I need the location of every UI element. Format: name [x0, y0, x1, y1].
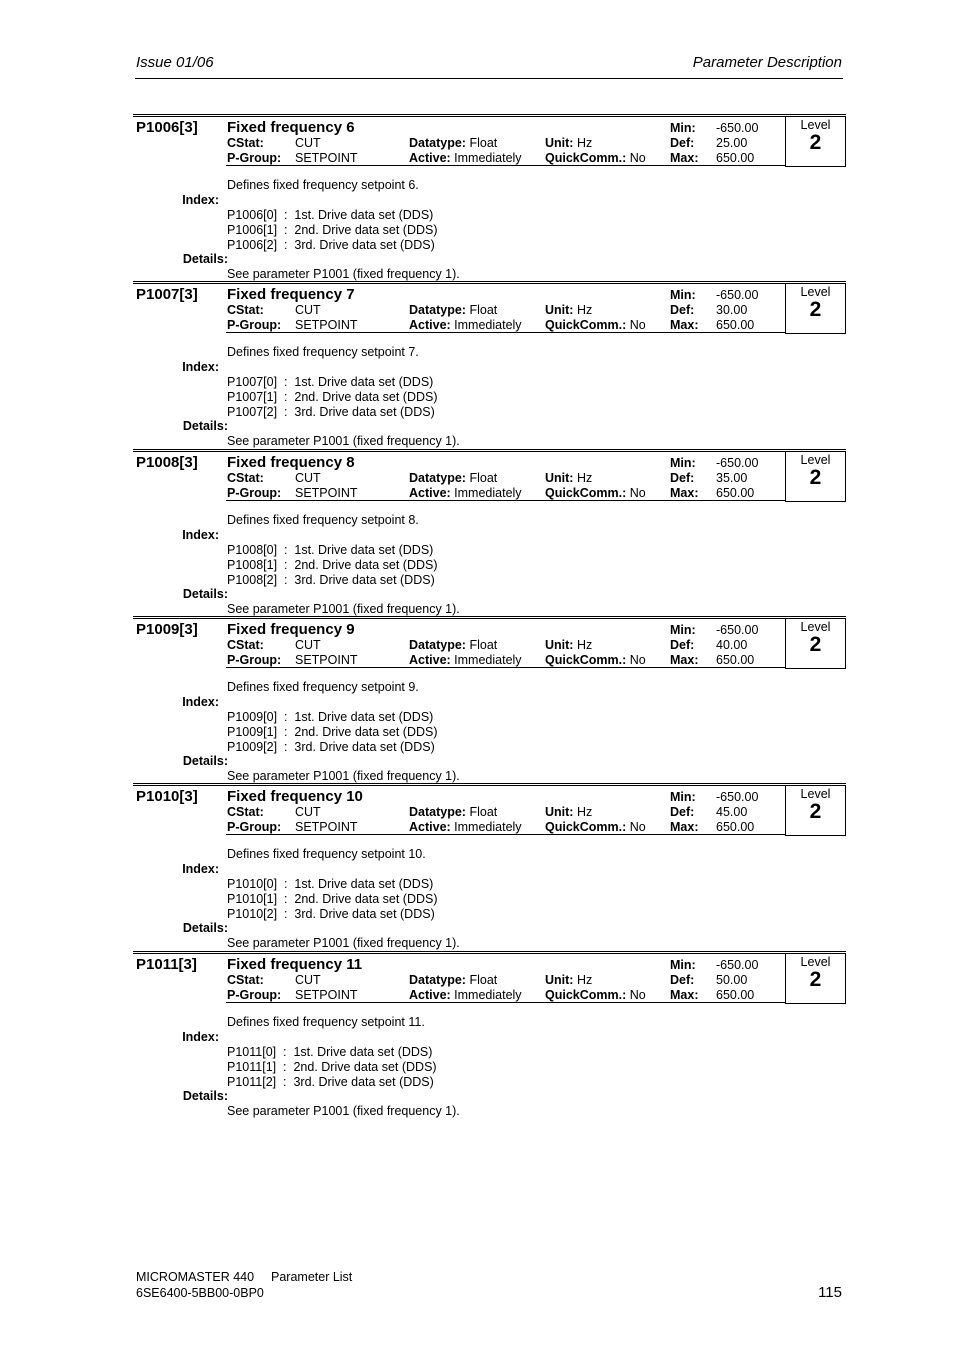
index-entry: P1009[0] : 1st. Drive data set (DDS)	[227, 710, 434, 724]
pgroup-label: P-Group:	[227, 653, 282, 667]
index-entry: P1007[0] : 1st. Drive data set (DDS)	[227, 375, 434, 389]
quickcomm-field	[545, 151, 646, 165]
block-top-rule	[133, 783, 846, 784]
index-heading: Index:	[182, 360, 219, 374]
datatype-field	[409, 471, 497, 485]
block-top-rule	[133, 953, 846, 954]
block-top-rule	[133, 618, 846, 619]
max-label: Max:	[670, 151, 699, 165]
max-label: Max:	[670, 486, 699, 500]
index-heading: Index:	[182, 193, 219, 207]
header-separator	[226, 165, 786, 166]
unit-field	[545, 303, 592, 317]
quickcomm-value: No	[629, 318, 646, 332]
pgroup-value: SETPOINT	[295, 486, 358, 500]
quickcomm-field	[545, 653, 646, 667]
parameter-block	[0, 953, 954, 1121]
parameter-block	[0, 116, 954, 284]
active-label: Active:	[409, 318, 451, 332]
level-box	[785, 116, 846, 167]
index-entry: P1006[1] : 2nd. Drive data set (DDS)	[227, 223, 438, 237]
unit-label: Unit:	[545, 638, 574, 652]
unit-label: Unit:	[545, 136, 574, 150]
def-label: Def:	[670, 471, 695, 485]
datatype-value: Float	[469, 471, 498, 485]
active-label: Active:	[409, 151, 451, 165]
pgroup-value: SETPOINT	[295, 151, 358, 165]
block-top-rule	[133, 281, 846, 282]
parameter-description: Defines fixed frequency setpoint 7.	[227, 345, 419, 359]
level-label: Level	[800, 955, 831, 969]
index-heading: Index:	[182, 1030, 219, 1044]
quickcomm-value: No	[629, 151, 646, 165]
index-heading: Index:	[182, 528, 219, 542]
index-entry: P1006[0] : 1st. Drive data set (DDS)	[227, 208, 434, 222]
cstat-value: CUT	[295, 973, 321, 987]
index-entry: P1008[1] : 2nd. Drive data set (DDS)	[227, 558, 438, 572]
quickcomm-label: QuickComm.:	[545, 988, 627, 1002]
details-heading: Details:	[182, 587, 228, 601]
active-field	[409, 151, 522, 165]
index-heading: Index:	[182, 695, 219, 709]
parameter-details: See parameter P1001 (fixed frequency 1).	[227, 769, 460, 783]
active-label: Active:	[409, 653, 451, 667]
index-entry: P1011[2] : 3rd. Drive data set (DDS)	[227, 1075, 434, 1089]
parameter-id: P1011[3]	[136, 956, 197, 973]
header-separator	[226, 332, 786, 333]
cstat-value: CUT	[295, 136, 321, 150]
datatype-label: Datatype:	[409, 471, 466, 485]
parameter-details: See parameter P1001 (fixed frequency 1).	[227, 434, 460, 448]
level-label: Level	[800, 620, 831, 634]
quickcomm-field	[545, 318, 646, 332]
parameter-id: P1010[3]	[136, 788, 198, 805]
quickcomm-field	[545, 486, 646, 500]
active-value: Immediately	[454, 486, 522, 500]
unit-field	[545, 805, 592, 819]
level-box	[785, 785, 846, 836]
level-value: 2	[809, 968, 822, 991]
max-label: Max:	[670, 318, 699, 332]
quickcomm-value: No	[629, 820, 646, 834]
parameter-title: Fixed frequency 7	[227, 286, 355, 303]
index-entry: P1007[1] : 2nd. Drive data set (DDS)	[227, 390, 438, 404]
level-box	[785, 953, 846, 1004]
max-label: Max:	[670, 988, 699, 1002]
quickcomm-label: QuickComm.:	[545, 820, 627, 834]
parameter-title: Fixed frequency 9	[227, 621, 355, 638]
parameter-description: Defines fixed frequency setpoint 9.	[227, 680, 419, 694]
block-top-rule	[133, 451, 846, 452]
datatype-value: Float	[469, 136, 498, 150]
parameter-block	[0, 283, 954, 451]
active-value: Immediately	[454, 151, 522, 165]
max-value: 650.00	[716, 820, 755, 834]
details-heading: Details:	[182, 1089, 228, 1103]
level-value: 2	[809, 800, 822, 823]
parameter-block	[0, 451, 954, 619]
min-value: -650.00	[716, 623, 759, 637]
header-section-title: Parameter Description	[692, 54, 842, 71]
details-heading: Details:	[182, 419, 228, 433]
unit-field	[545, 973, 592, 987]
level-value: 2	[809, 633, 822, 656]
def-value: 50.00	[716, 973, 748, 987]
parameter-id: P1007[3]	[136, 286, 198, 303]
def-value: 25.00	[716, 136, 748, 150]
quickcomm-field	[545, 820, 646, 834]
active-field	[409, 318, 522, 332]
unit-value: Hz	[576, 805, 593, 819]
max-value: 650.00	[716, 653, 755, 667]
unit-label: Unit:	[545, 471, 574, 485]
parameter-id: P1009[3]	[136, 621, 198, 638]
datatype-label: Datatype:	[409, 638, 466, 652]
min-value: -650.00	[716, 288, 759, 302]
parameter-block	[0, 785, 954, 953]
def-label: Def:	[670, 638, 695, 652]
def-value: 30.00	[716, 303, 748, 317]
unit-value: Hz	[576, 303, 593, 317]
level-box	[785, 283, 846, 334]
unit-label: Unit:	[545, 973, 574, 987]
block-top-rule	[133, 283, 846, 284]
cstat-value: CUT	[295, 638, 321, 652]
pgroup-value: SETPOINT	[295, 820, 358, 834]
level-box	[785, 618, 846, 669]
index-entry: P1010[1] : 2nd. Drive data set (DDS)	[227, 892, 438, 906]
header-separator	[226, 1002, 786, 1003]
active-field	[409, 988, 522, 1002]
active-field	[409, 820, 522, 834]
details-heading: Details:	[182, 921, 228, 935]
cstat-value: CUT	[295, 471, 321, 485]
parameter-id: P1006[3]	[136, 119, 198, 136]
index-entry: P1006[2] : 3rd. Drive data set (DDS)	[227, 238, 435, 252]
min-value: -650.00	[716, 121, 759, 135]
index-entry: P1010[2] : 3rd. Drive data set (DDS)	[227, 907, 435, 921]
pgroup-label: P-Group:	[227, 318, 282, 332]
unit-value: Hz	[576, 973, 593, 987]
quickcomm-value: No	[629, 988, 646, 1002]
datatype-field	[409, 805, 497, 819]
parameter-title: Fixed frequency 6	[227, 119, 355, 136]
unit-field	[545, 136, 592, 150]
index-heading: Index:	[182, 862, 219, 876]
header-separator	[226, 500, 786, 501]
block-top-rule	[133, 951, 846, 952]
parameter-details: See parameter P1001 (fixed frequency 1).	[227, 267, 460, 281]
footer-order-number: 6SE6400-5BB00-0BP0	[136, 1286, 264, 1300]
parameter-description: Defines fixed frequency setpoint 8.	[227, 513, 419, 527]
def-label: Def:	[670, 303, 695, 317]
parameter-title: Fixed frequency 11	[227, 956, 363, 973]
header-separator	[226, 834, 786, 835]
datatype-field	[409, 136, 497, 150]
header-separator	[226, 667, 786, 668]
cstat-label: CStat:	[227, 136, 264, 150]
parameter-description: Defines fixed frequency setpoint 11.	[227, 1015, 425, 1029]
cstat-label: CStat:	[227, 471, 264, 485]
min-value: -650.00	[716, 790, 759, 804]
datatype-value: Float	[469, 973, 498, 987]
level-label: Level	[800, 285, 831, 299]
min-label: Min:	[670, 121, 696, 135]
datatype-value: Float	[469, 303, 498, 317]
level-label: Level	[800, 787, 831, 801]
parameter-title: Fixed frequency 10	[227, 788, 363, 805]
active-value: Immediately	[454, 820, 522, 834]
datatype-label: Datatype:	[409, 136, 466, 150]
def-value: 45.00	[716, 805, 748, 819]
active-value: Immediately	[454, 988, 522, 1002]
level-label: Level	[800, 453, 831, 467]
cstat-value: CUT	[295, 303, 321, 317]
quickcomm-label: QuickComm.:	[545, 151, 627, 165]
datatype-field	[409, 303, 497, 317]
quickcomm-label: QuickComm.:	[545, 486, 627, 500]
level-value: 2	[809, 131, 822, 154]
quickcomm-field	[545, 988, 646, 1002]
block-top-rule	[133, 449, 846, 450]
datatype-label: Datatype:	[409, 805, 466, 819]
quickcomm-label: QuickComm.:	[545, 318, 627, 332]
min-label: Min:	[670, 288, 696, 302]
pgroup-value: SETPOINT	[295, 653, 358, 667]
min-value: -650.00	[716, 958, 759, 972]
quickcomm-label: QuickComm.:	[545, 653, 627, 667]
pgroup-value: SETPOINT	[295, 988, 358, 1002]
level-label: Level	[800, 118, 831, 132]
max-value: 650.00	[716, 988, 755, 1002]
index-entry: P1011[1] : 2nd. Drive data set (DDS)	[227, 1060, 437, 1074]
active-value: Immediately	[454, 653, 522, 667]
block-top-rule	[133, 616, 846, 617]
index-entry: P1008[2] : 3rd. Drive data set (DDS)	[227, 573, 435, 587]
pgroup-label: P-Group:	[227, 820, 282, 834]
max-value: 650.00	[716, 318, 755, 332]
def-label: Def:	[670, 973, 695, 987]
parameter-id: P1008[3]	[136, 454, 198, 471]
unit-label: Unit:	[545, 303, 574, 317]
pgroup-label: P-Group:	[227, 151, 282, 165]
pgroup-value: SETPOINT	[295, 318, 358, 332]
details-heading: Details:	[182, 754, 228, 768]
active-label: Active:	[409, 988, 451, 1002]
index-entry: P1009[1] : 2nd. Drive data set (DDS)	[227, 725, 438, 739]
parameter-details: See parameter P1001 (fixed frequency 1).	[227, 1104, 460, 1118]
min-label: Min:	[670, 790, 696, 804]
unit-value: Hz	[576, 638, 593, 652]
active-label: Active:	[409, 486, 451, 500]
datatype-field	[409, 638, 497, 652]
min-label: Min:	[670, 456, 696, 470]
index-entry: P1009[2] : 3rd. Drive data set (DDS)	[227, 740, 435, 754]
max-label: Max:	[670, 653, 699, 667]
parameter-details: See parameter P1001 (fixed frequency 1).	[227, 602, 460, 616]
parameter-description: Defines fixed frequency setpoint 6.	[227, 178, 419, 192]
cstat-label: CStat:	[227, 303, 264, 317]
pgroup-label: P-Group:	[227, 988, 282, 1002]
min-value: -650.00	[716, 456, 759, 470]
footer-product: MICROMASTER 440	[136, 1270, 255, 1284]
cstat-value: CUT	[295, 805, 321, 819]
quickcomm-value: No	[629, 653, 646, 667]
level-value: 2	[809, 298, 822, 321]
def-label: Def:	[670, 805, 695, 819]
max-label: Max:	[670, 820, 699, 834]
def-value: 35.00	[716, 471, 748, 485]
cstat-label: CStat:	[227, 638, 264, 652]
min-label: Min:	[670, 958, 696, 972]
details-heading: Details:	[182, 252, 228, 266]
parameter-block	[0, 618, 954, 786]
unit-value: Hz	[576, 471, 593, 485]
index-entry: P1008[0] : 1st. Drive data set (DDS)	[227, 543, 434, 557]
def-value: 40.00	[716, 638, 748, 652]
page-number: 115	[818, 1284, 842, 1301]
active-field	[409, 486, 522, 500]
active-label: Active:	[409, 820, 451, 834]
max-value: 650.00	[716, 486, 755, 500]
index-entry: P1011[0] : 1st. Drive data set (DDS)	[227, 1045, 433, 1059]
min-label: Min:	[670, 623, 696, 637]
index-entry: P1010[0] : 1st. Drive data set (DDS)	[227, 877, 434, 891]
index-entry: P1007[2] : 3rd. Drive data set (DDS)	[227, 405, 435, 419]
def-label: Def:	[670, 136, 695, 150]
pgroup-label: P-Group:	[227, 486, 282, 500]
datatype-value: Float	[469, 805, 498, 819]
max-value: 650.00	[716, 151, 755, 165]
datatype-value: Float	[469, 638, 498, 652]
block-top-rule	[133, 785, 846, 786]
unit-field	[545, 638, 592, 652]
block-top-rule	[133, 114, 846, 115]
active-value: Immediately	[454, 318, 522, 332]
footer-document: Parameter List	[271, 1270, 353, 1284]
cstat-label: CStat:	[227, 805, 264, 819]
datatype-label: Datatype:	[409, 973, 466, 987]
cstat-label: CStat:	[227, 973, 264, 987]
parameter-title: Fixed frequency 8	[227, 454, 355, 471]
active-field	[409, 653, 522, 667]
level-box	[785, 451, 846, 502]
quickcomm-value: No	[629, 486, 646, 500]
header-issue: Issue 01/06	[136, 54, 214, 71]
parameter-details: See parameter P1001 (fixed frequency 1).	[227, 936, 460, 950]
datatype-field	[409, 973, 497, 987]
unit-label: Unit:	[545, 805, 574, 819]
level-value: 2	[809, 466, 822, 489]
parameter-description: Defines fixed frequency setpoint 10.	[227, 847, 426, 861]
unit-value: Hz	[576, 136, 593, 150]
datatype-label: Datatype:	[409, 303, 466, 317]
unit-field	[545, 471, 592, 485]
block-top-rule	[133, 116, 846, 117]
